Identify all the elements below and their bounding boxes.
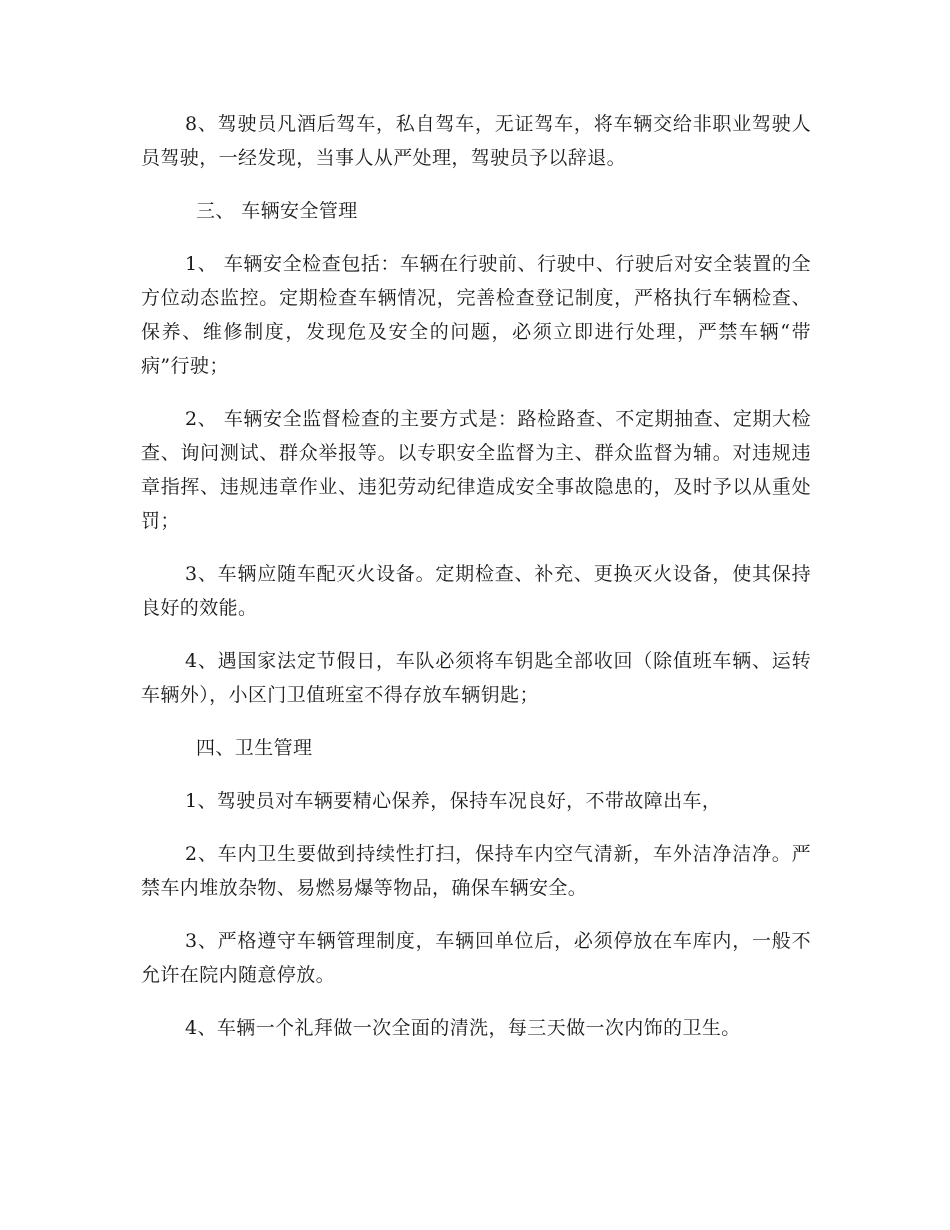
paragraph-safety-1: 1、 车辆安全检查包括：车辆在行驶前、行驶中、行驶后对安全装置的全方位动态监控。定期检查车辆情况，完善检查登记制度，严格执行车辆检查、保养、维修制度，发现危及安全的问题，必须立即进行处理，严禁车辆“带病”行驶；: [141, 253, 811, 377]
section-heading-vehicle-safety: 三、 车辆安全管理: [196, 200, 358, 222]
paragraph-hygiene-1: 1、驾驶员对车辆要精心保养，保持车况良好，不带故障出车，: [185, 790, 722, 812]
paragraph-rule-8: 8、驾驶员凡酒后驾车，私自驾车，无证驾车，将车辆交给非职业驾驶人员驾驶，一经发现，当事人从严处理，驾驶员予以辞退。: [141, 113, 811, 169]
section-heading-hygiene: 四、卫生管理: [196, 737, 313, 759]
document-body: [141, 107, 811, 1064]
paragraph-safety-2: 2、 车辆安全监督检查的主要方式是：路检路查、不定期抽查、定期大检查、询问测试、群众举报等。以专职安全监督为主、群众监督为辅。对违规违章指挥、违规违章作业、违犯劳动纪律造成安全事故隐患的，及时予以从重处罚；: [141, 408, 811, 532]
paragraph-safety-4: 4、遇国家法定节假日，车队必须将车钥匙全部收回（除值班车辆、运转车辆外），小区门卫值班室不得存放车辆钥匙；: [141, 650, 811, 706]
paragraph-safety-3: 3、车辆应随车配灭火设备。定期检查、补充、更换灭火设备，使其保持良好的效能。: [141, 563, 811, 619]
paragraph-hygiene-3: 3、严格遵守车辆管理制度，车辆回单位后，必须停放在车库内，一般不允许在院内随意停放。: [141, 930, 811, 986]
paragraph-hygiene-4: 4、车辆一个礼拜做一次全面的清洗，每三天做一次内饰的卫生。: [185, 1017, 741, 1039]
paragraph-hygiene-2: 2、车内卫生要做到持续性打扫，保持车内空气清新，车外洁净洁净。严禁车内堆放杂物、易燃易爆等物品，确保车辆安全。: [141, 843, 811, 899]
